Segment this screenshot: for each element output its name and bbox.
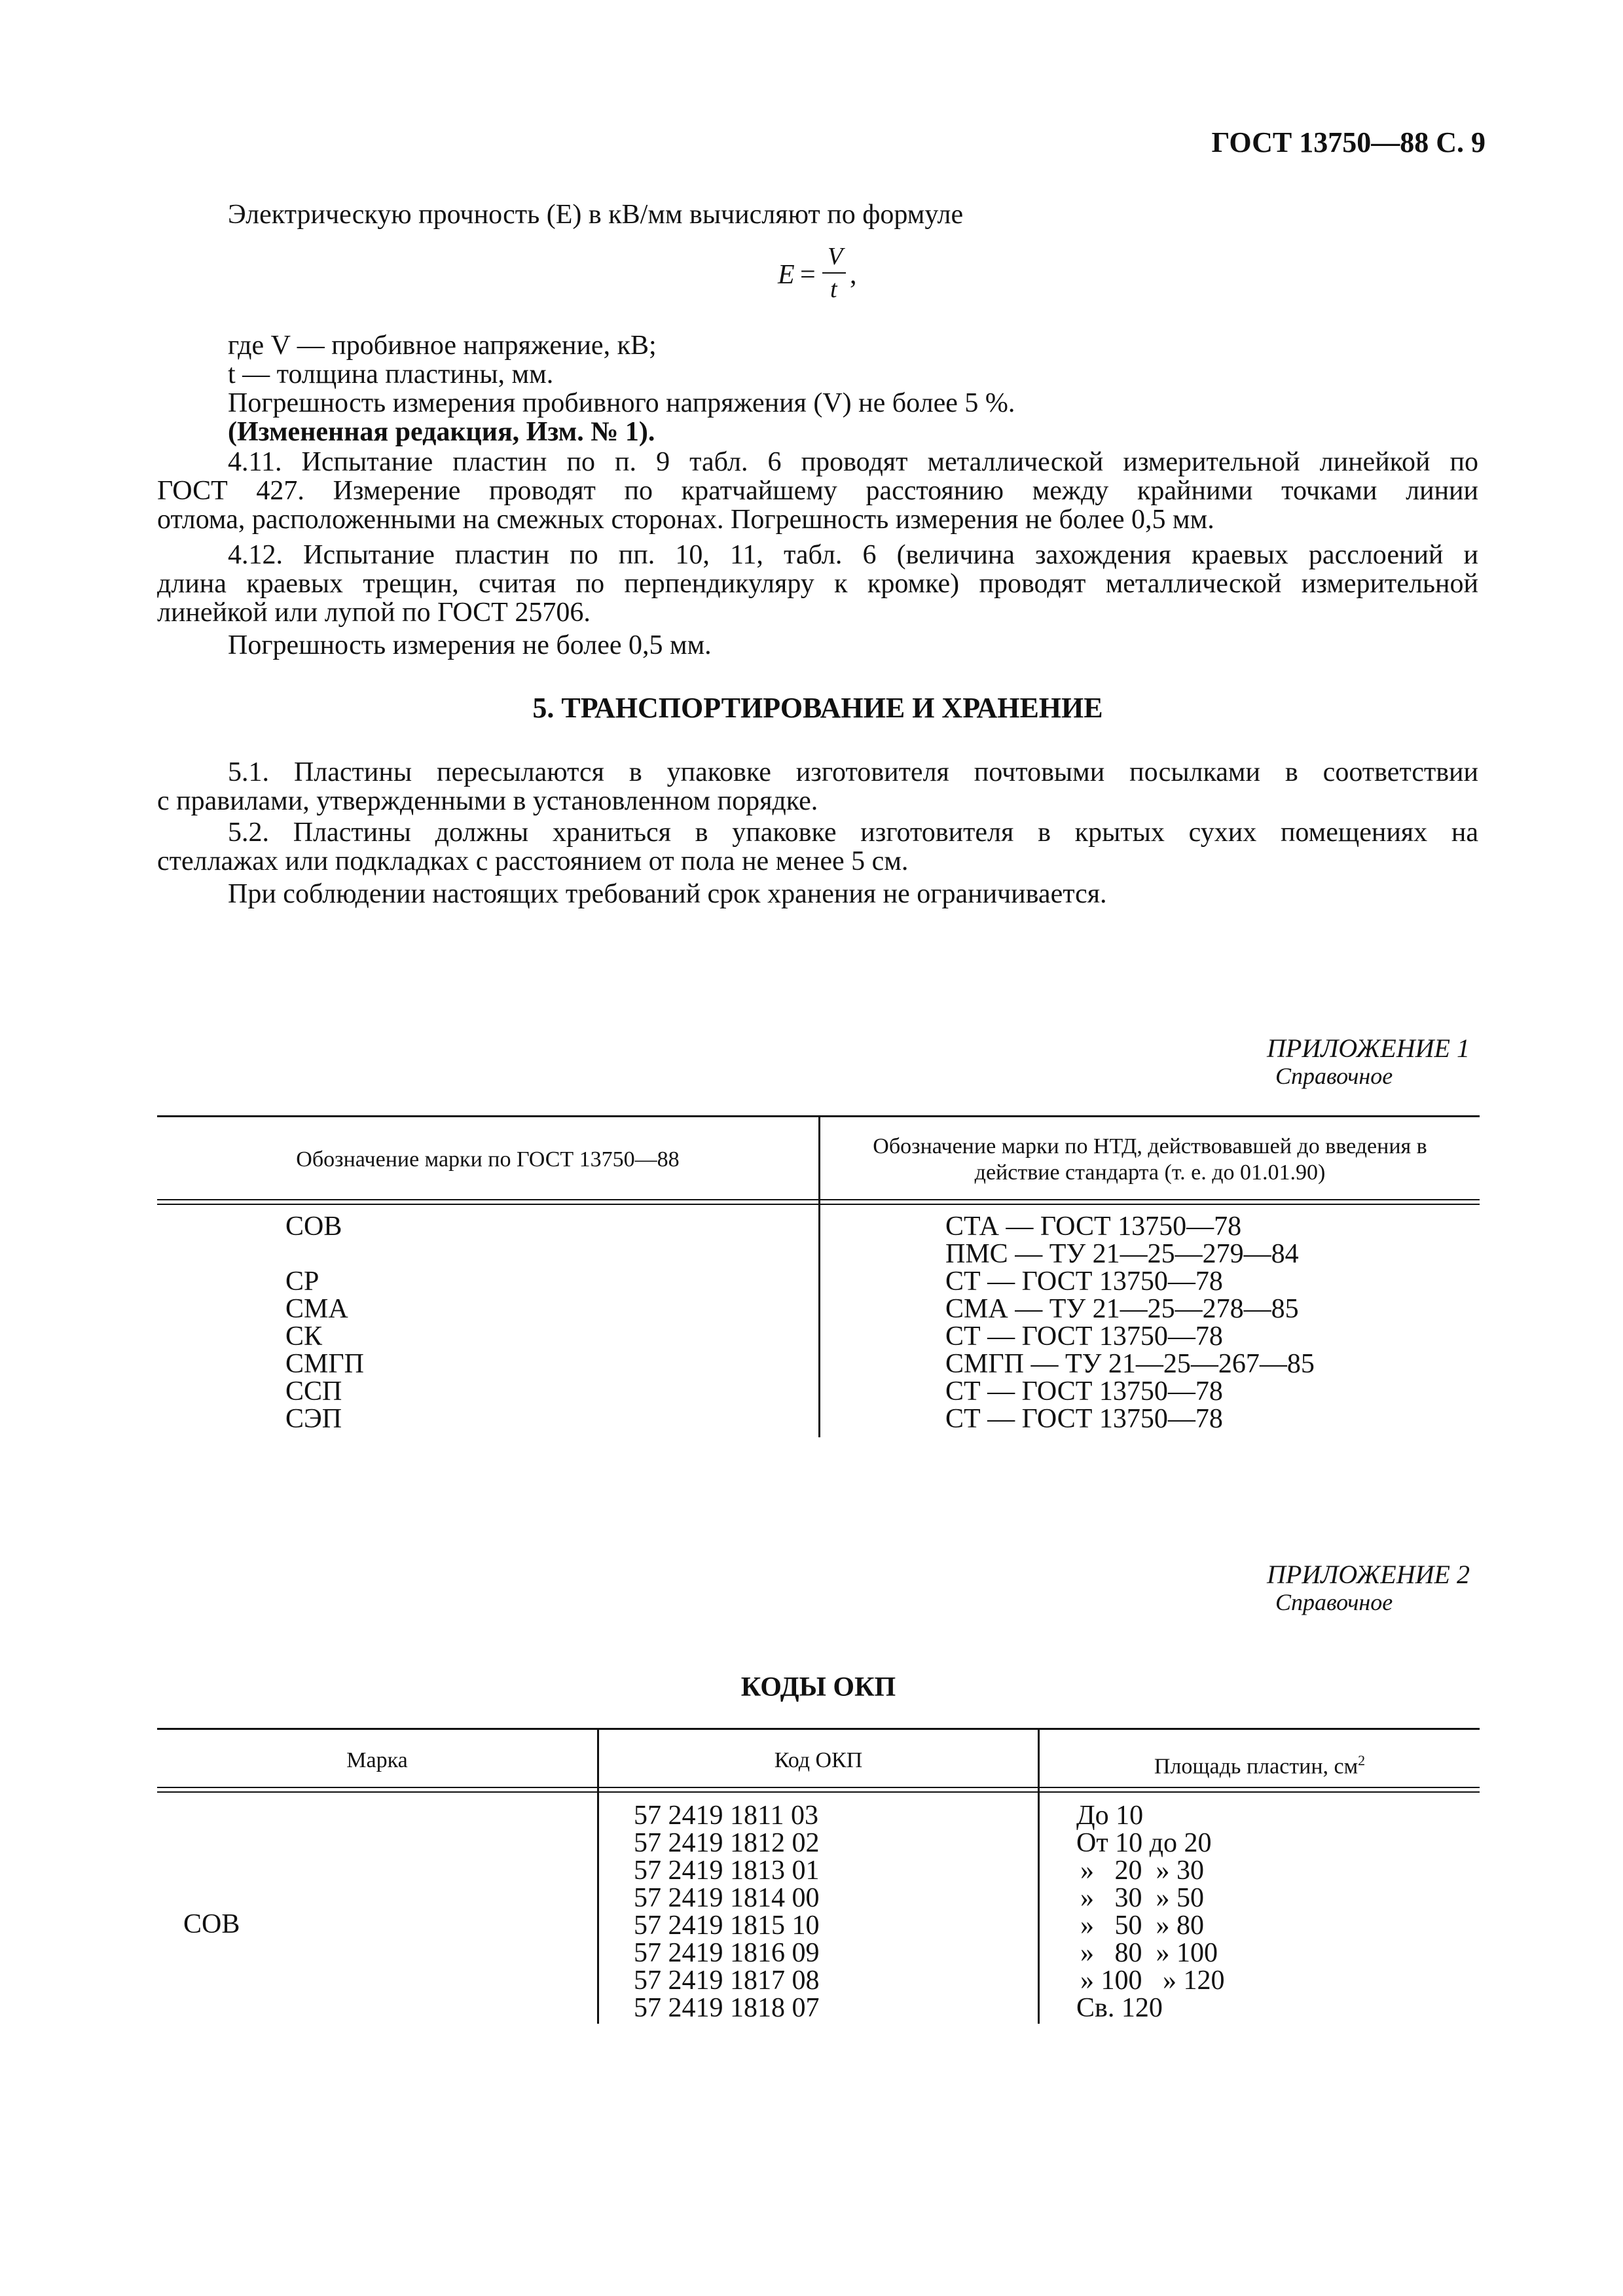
formula-intro: Электрическую прочность (E) в кВ/мм вычисляют по формуле [228, 200, 964, 230]
appendix-1-sublabel: Справочное [1275, 1063, 1393, 1089]
appendix-1-col1-row: СМГП [285, 1349, 364, 1379]
appendix-1-col2-row: СТ — ГОСТ 13750—78 [945, 1404, 1223, 1434]
area-header-sup: 2 [1358, 1752, 1366, 1768]
paragraph-4-12-accuracy: Погрешность измерения не более 0,5 мм. [228, 630, 712, 660]
paragraph-4-12-line1: 4.12. Испытание пластин по пп. 10, 11, табл. 6 (величина захождения краевых расслоений и [228, 540, 1478, 570]
appendix-2-label: ПРИЛОЖЕНИЕ 2 [1267, 1560, 1470, 1589]
appendix-1-col1-row: ССП [285, 1376, 342, 1407]
paragraph-4-11-line2: ГОСТ 427. Измерение проводят по кратчайшему расстоянию между крайними точками линии [157, 476, 1478, 506]
appendix-2-header-rule-1 [157, 1787, 1480, 1788]
plate-area: » 30 » 50 [1080, 1883, 1204, 1913]
appendix-2-header-rule-2 [157, 1791, 1480, 1793]
appendix-2-table-top-rule [157, 1728, 1480, 1730]
okp-code: 57 2419 1814 00 [634, 1883, 820, 1913]
appendix-2-mark-cell: СОВ [183, 1909, 240, 1939]
plate-area: Св. 120 [1076, 1993, 1163, 2023]
appendix-1-col2-row: СТА — ГОСТ 13750—78 [945, 1211, 1242, 1242]
plate-area: От 10 до 20 [1076, 1828, 1212, 1858]
appendix-1-col1-header: Обозначение марки по ГОСТ 13750—88 [296, 1147, 680, 1172]
paragraph-4-12-line2: длина краевых трещин, считая по перпендикуляру к кромке) проводят металлической измерительной [157, 569, 1478, 599]
appendix-2-title: КОДЫ ОКП [740, 1672, 896, 1702]
okp-code: 57 2419 1812 02 [634, 1828, 820, 1858]
appendix-1-col1-row: СК [285, 1321, 323, 1352]
appendix-1-col1-row: СМА [285, 1294, 348, 1324]
paragraph-5-2-line2: стеллажах или подкладках с расстоянием от пола не менее 5 см. [157, 846, 909, 876]
okp-code: 57 2419 1818 07 [634, 1993, 820, 2023]
plate-area: » 50 » 80 [1080, 1910, 1204, 1941]
appendix-1-col2-row: ПМС — ТУ 21—25—279—84 [945, 1239, 1299, 1269]
plate-area: » 20 » 30 [1080, 1856, 1204, 1886]
formula-denominator: t [830, 276, 837, 303]
paragraph-5-1-line2: с правилами, утвержденными в установленном порядке. [157, 786, 818, 816]
appendix-2-header-mark: Марка [346, 1748, 408, 1772]
appendix-2-sublabel: Справочное [1275, 1589, 1393, 1615]
appendix-1-col1-row: СЭП [285, 1404, 342, 1434]
paragraph-5-1-line1: 5.1. Пластины пересылаются в упаковке изготовителя почтовыми посылками в соответствии [228, 757, 1478, 787]
appendix-1-col2-header-line1: Обозначение марки по НТД, действовавшей до введения в [873, 1134, 1427, 1158]
paragraph-4-12-line3: линейкой или лупой по ГОСТ 25706. [157, 598, 591, 628]
okp-code: 57 2419 1815 10 [634, 1910, 820, 1941]
formula-lhs: E [778, 260, 795, 290]
where-t: t — толщина пластины, мм. [228, 359, 554, 389]
appendix-1-col2-header-line2: действие стандарта (т. е. до 01.01.90) [974, 1160, 1326, 1185]
area-header-text: Площадь пластин, см [1154, 1754, 1359, 1779]
plate-area: » 100 » 120 [1080, 1965, 1225, 1996]
paragraph-4-11-line1: 4.11. Испытание пластин по п. 9 табл. 6 проводят металлической измерительной линейкой по [228, 447, 1478, 477]
appendix-1-col1-row: СР [285, 1266, 319, 1297]
appendix-1-col2-row: СМА — ТУ 21—25—278—85 [945, 1294, 1299, 1324]
okp-code: 57 2419 1817 08 [634, 1965, 820, 1996]
paragraph-5-2-line1: 5.2. Пластины должны храниться в упаковке изготовителя в крытых сухих помещениях на [228, 817, 1478, 848]
formula-equals: = [800, 260, 816, 290]
paragraph-storage: При соблюдении настоящих требований срок хранения не ограничивается. [228, 879, 1107, 909]
paragraph-4-11-line3: отлома, расположенными на смежных сторонах. Погрешность измерения не более 0,5 мм. [157, 505, 1214, 535]
appendix-2-header-code: Код ОКП [774, 1748, 863, 1772]
formula [773, 242, 864, 308]
running-title: ГОСТ 13750—88 С. 9 [1211, 126, 1486, 158]
appendix-1-col2-row: СМГП — ТУ 21—25—267—85 [945, 1349, 1315, 1379]
okp-code: 57 2419 1813 01 [634, 1856, 820, 1886]
appendix-1-header-rule-1 [157, 1199, 1480, 1200]
appendix-1-col2-row: СТ — ГОСТ 13750—78 [945, 1321, 1223, 1352]
plate-area: » 80 » 100 [1080, 1938, 1218, 1968]
where-v: где V — пробивное напряжение, кВ; [228, 331, 657, 361]
appendix-1-col1-row: СОВ [285, 1211, 342, 1242]
okp-code: 57 2419 1816 09 [634, 1938, 820, 1968]
section-5-title: 5. ТРАНСПОРТИРОВАНИЕ И ХРАНЕНИЕ [532, 692, 1103, 724]
appendix-2-header-area [1040, 1748, 1480, 1780]
appendix-1-col2-row: СТ — ГОСТ 13750—78 [945, 1266, 1223, 1297]
fraction-bar [822, 272, 846, 274]
appendix-1-col2-row: СТ — ГОСТ 13750—78 [945, 1376, 1223, 1407]
plate-area: До 10 [1076, 1801, 1144, 1831]
accuracy-note: Погрешность измерения пробивного напряжения (V) не более 5 %. [228, 388, 1015, 418]
amendment-note: (Измененная редакция, Изм. № 1). [228, 417, 655, 447]
appendix-1-label: ПРИЛОЖЕНИЕ 1 [1267, 1033, 1470, 1063]
appendix-1-header-rule-2 [157, 1204, 1480, 1205]
formula-numerator: V [828, 243, 843, 270]
formula-comma: , [850, 260, 857, 290]
okp-code: 57 2419 1811 03 [634, 1801, 818, 1831]
